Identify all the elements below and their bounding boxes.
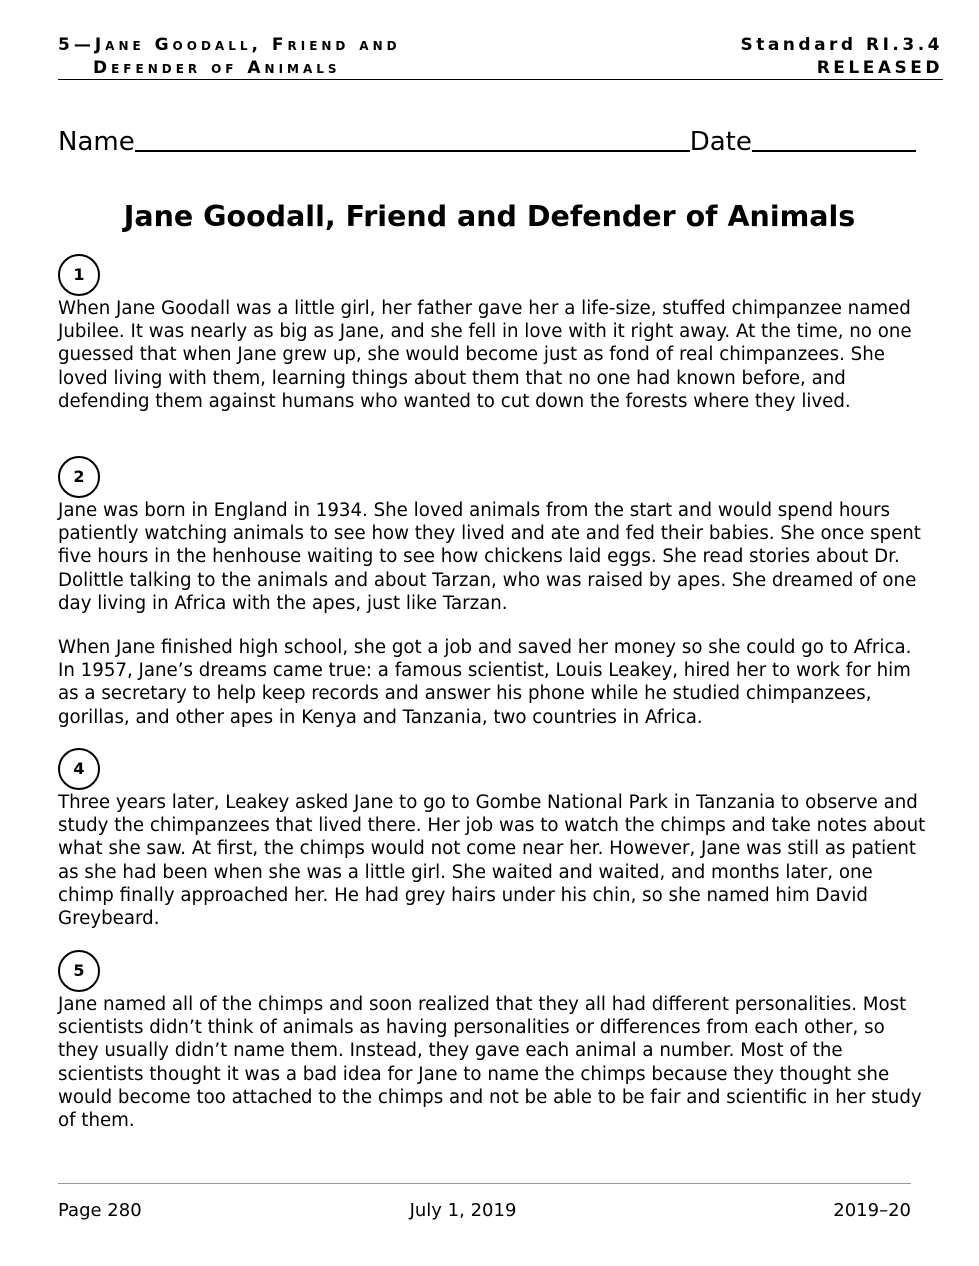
header-title [58,34,401,80]
paragraph-3: When Jane finished high school, she got a job and saved her money so she could go to Africa. In 1957, Jane’s dreams came true: a famous scientist, Louis Leakey, hired her to work for him as a secretary to help keep records and answer his phone while he studied chimpanzees, gorillas, and other apes in Kenya and Tanzania, two countries in Africa. [58,637,912,728]
footer-school-year: 2019–20 [833,1200,911,1221]
header-standard [740,34,943,80]
paragraph-number-1: 1 [58,254,100,296]
name-field[interactable] [135,124,690,152]
page-title: Jane Goodall, Friend and Defender of Animals [123,200,856,233]
paragraph-5: Jane named all of the chimps and soon realized that they all had different personalities. Most scientists didn’t think of animals as having personalities or differences from each other, so they usually didn’t name them. Instead, they gave each animal a number. Most of the scientists thought it was a bad idea for Jane to name the chimps because they thought she would become too attached to the chimps and not be able to be fair and scientific in her study of them. [58,994,922,1132]
release-status: RELEASED [816,58,943,78]
paragraph-4: Three years later, Leakey asked Jane to go to Gombe National Park in Tanzania to observe and study the chimpanzees that lived there. Her job was to watch the chimps and take notes about what she saw. At first, the chimps would not come near her. However, Jane was still as patient as she had been when she was a little girl. She waited and waited, and months later, one chimp finally approached her. He had grey hairs under his chin, so she named him David Greybeard. [58,792,926,930]
paragraph-number-4: 4 [58,748,100,790]
paragraph-1: When Jane Goodall was a little girl, her father gave her a life-size, stuffed chimpanzee named Jubilee. It was nearly as big as Jane, and she fell in love with it right away. At the time, no one guessed that when Jane grew up, she would become just as fond of real chimpanzees. She loved living with them, learning things about them that no one had known before, and defending them against humans who wanted to cut down the forests where they lived. [58,298,912,412]
footer-date: July 1, 2019 [409,1200,517,1221]
paragraph-number-2: 2 [58,456,100,498]
header-title-line1: 5—Jane Goodall, Friend and [58,35,401,55]
header-title-line2: Defender of Animals [93,58,341,78]
footer-page-number: Page 280 [58,1200,142,1221]
paragraph-2: Jane was born in England in 1934. She loved animals from the start and would spend hours patiently watching animals to see how they lived and ate and fed their babies. She once spent five hours in the henhouse waiting to see how chickens laid eggs. She read stories about Dr. Dolittle talking to the animals and about Tarzan, who was raised by apes. She dreamed of one day living in Africa with the apes, just like Tarzan. [58,500,921,614]
footer-divider [58,1183,911,1184]
standard-code: Standard RI.3.4 [740,35,943,55]
name-label: Name [58,127,135,157]
date-field[interactable] [752,124,916,152]
date-label: Date [689,127,752,157]
name-date-line [58,124,918,159]
paragraph-number-5: 5 [58,950,100,992]
header-divider [58,79,943,80]
